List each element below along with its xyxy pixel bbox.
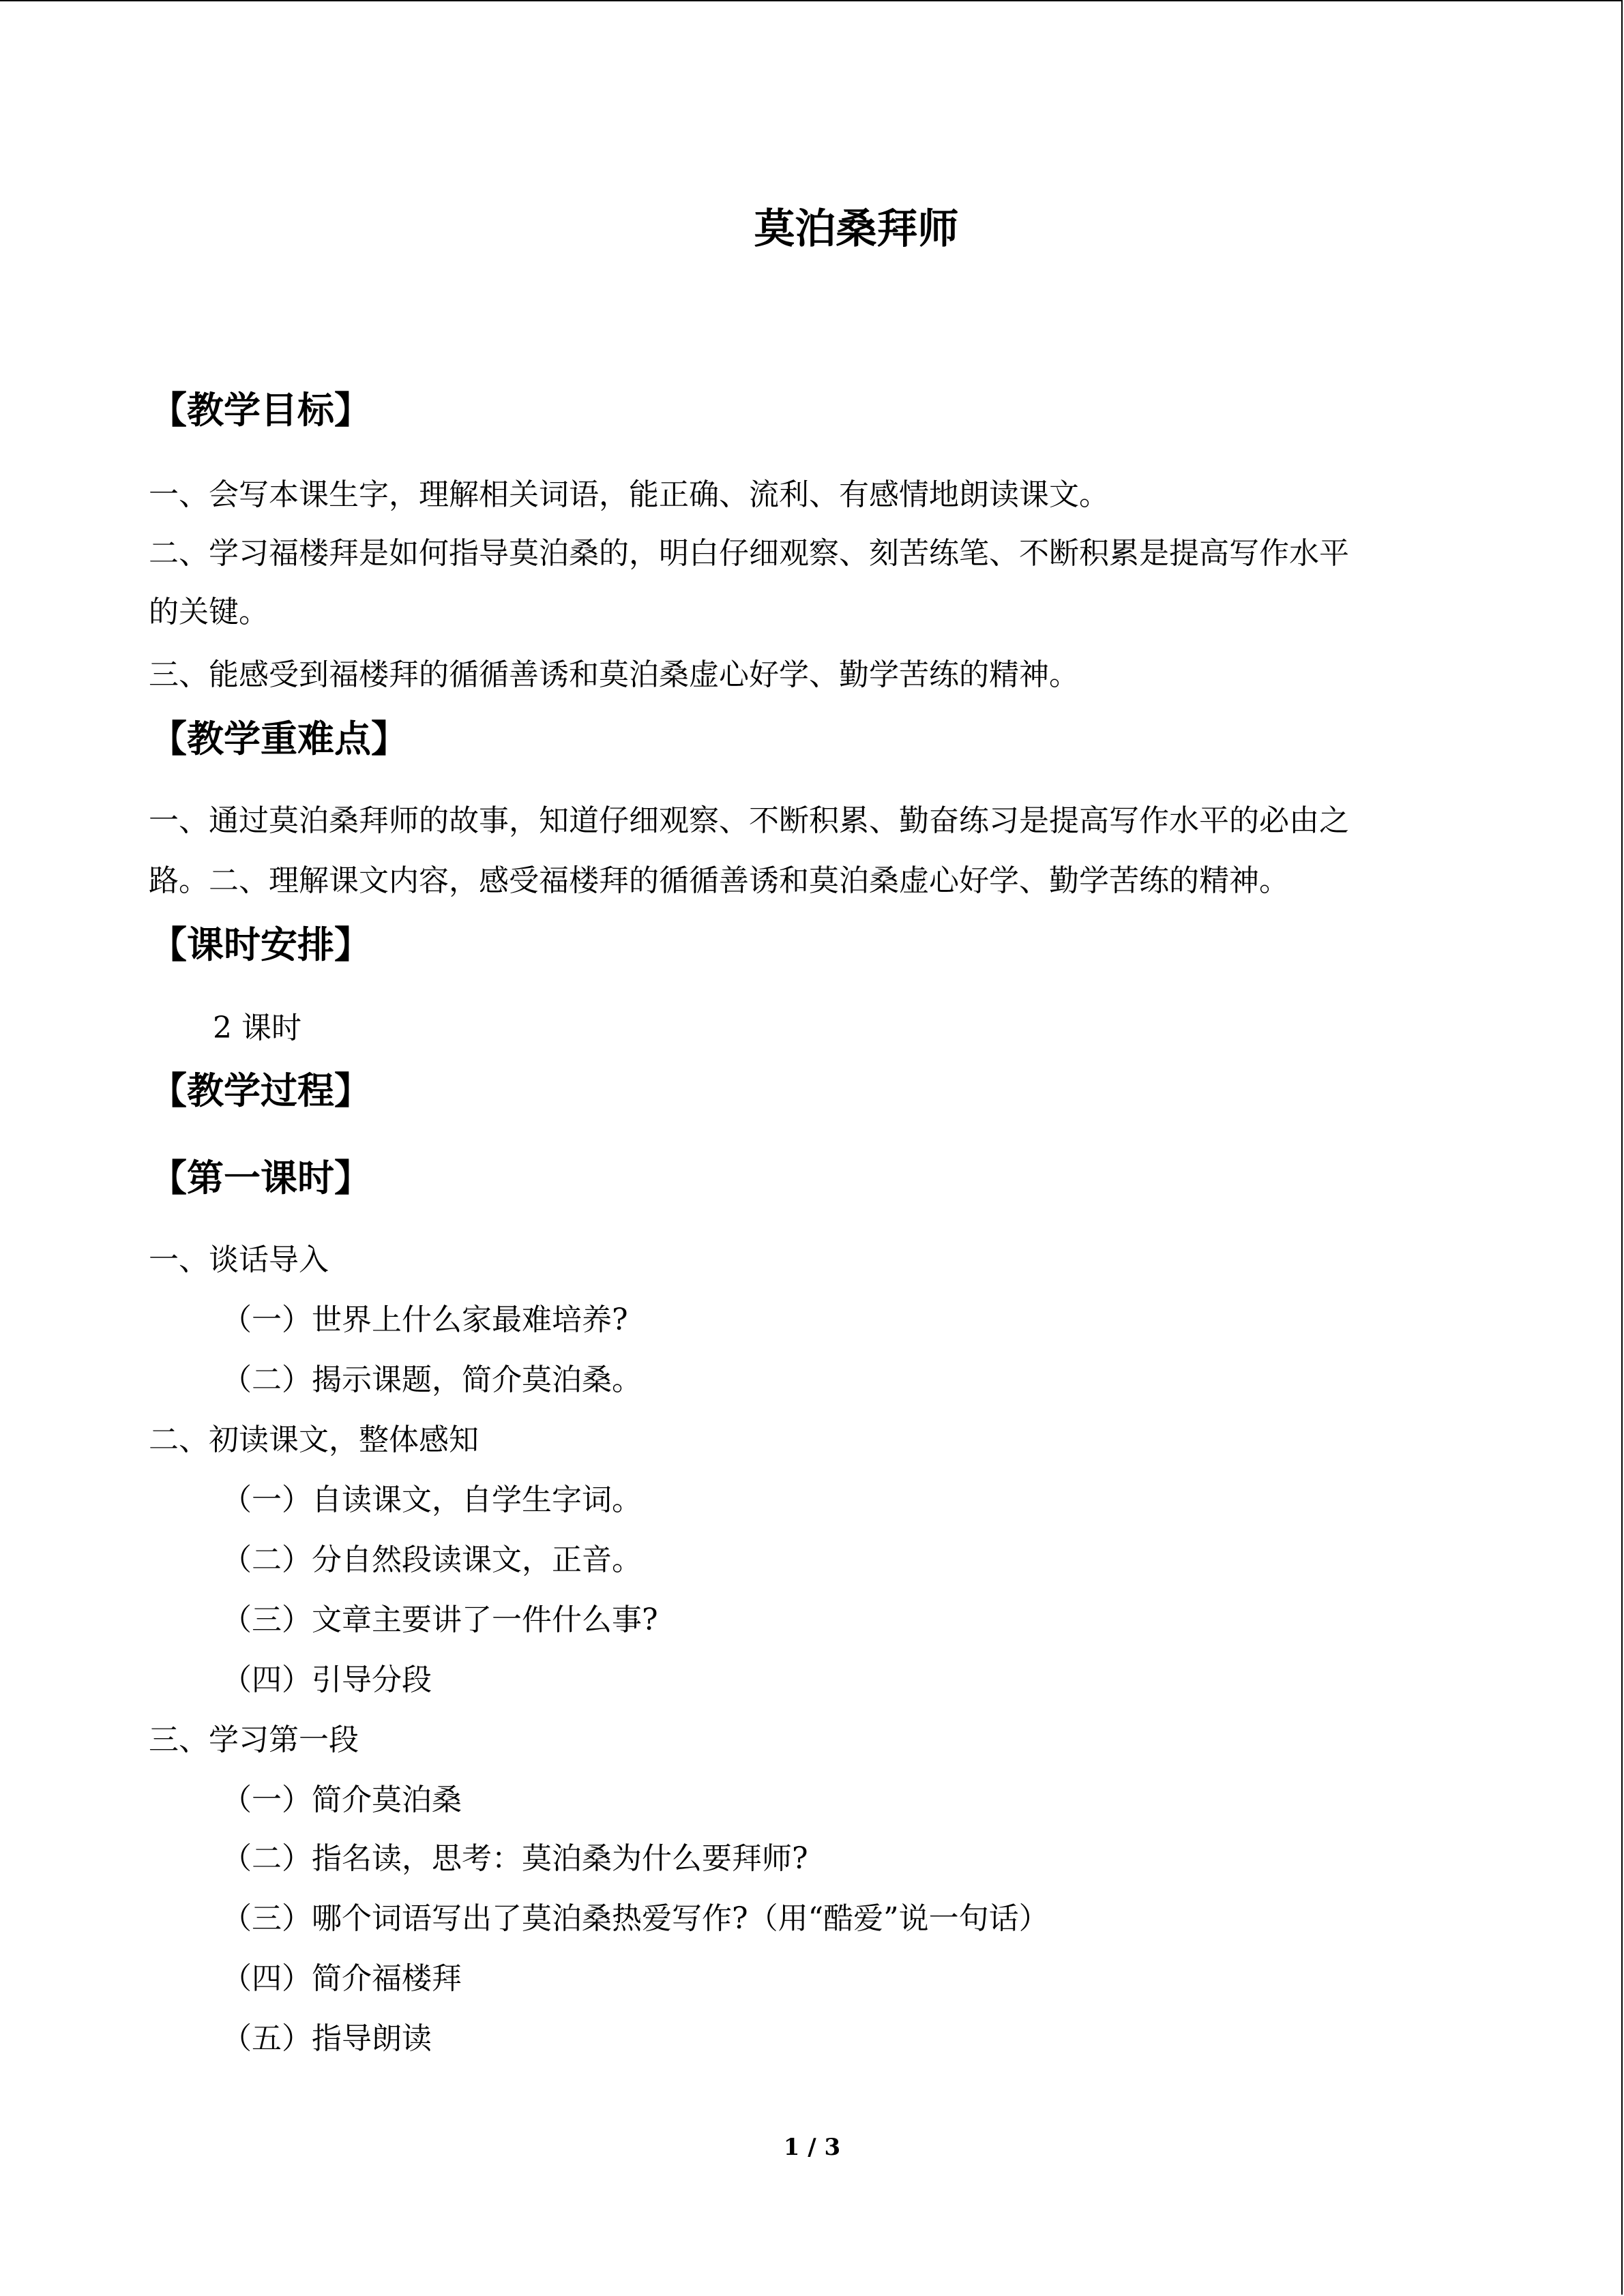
part3-title: 三、学习第一段 [149, 1723, 359, 1757]
part2-item-4: （四）引导分段 [222, 1663, 432, 1697]
heading-process: 【教学过程】 [150, 1069, 371, 1112]
part2-item-2: （二）分自然段读课文，正音。 [222, 1542, 642, 1577]
page-number: 1 / 3 [783, 2134, 841, 2161]
goal-item-2: 二、学习福楼拜是如何指导莫泊桑的，明白仔细观察、刻苦练笔、不断积累是提高写作水平 [149, 536, 1349, 571]
part3-item-1: （一）简介莫泊桑 [222, 1783, 462, 1817]
part3-item-4: （四）简介福楼拜 [222, 1961, 462, 1996]
part3-item-5: （五）指导朗读 [222, 2021, 432, 2056]
part3-item-2: （二）指名读，思考：莫泊桑为什么要拜师? [222, 1841, 808, 1876]
goal-item-3: 三、能感受到福楼拜的循循善诱和莫泊桑虚心好学、勤学苦练的精神。 [149, 657, 1079, 692]
heading-schedule: 【课时安排】 [150, 923, 371, 966]
part1-title: 一、谈话导入 [149, 1242, 329, 1277]
heading-key-points: 【教学重难点】 [150, 717, 408, 760]
goal-item-2-continued: 的关键。 [149, 595, 269, 629]
key-point-line-2: 路。二、理解课文内容，感受福楼拜的循循善诱和莫泊桑虚心好学、勤学苦练的精神。 [149, 863, 1289, 898]
part2-item-3: （三）文章主要讲了一件什么事? [222, 1602, 658, 1637]
document-title: 莫泊桑拜师 [754, 205, 959, 253]
key-point-line-1: 一、通过莫泊桑拜师的故事，知道仔细观察、不断积累、勤奋练习是提高写作水平的必由之 [149, 803, 1349, 838]
goal-item-1: 一、会写本课生字，理解相关词语，能正确、流利、有感情地朗读课文。 [149, 477, 1109, 512]
heading-teaching-goals: 【教学目标】 [150, 388, 371, 432]
part3-item-3: （三）哪个词语写出了莫泊桑热爱写作?（用“酷爱”说一句话） [222, 1901, 1049, 1936]
part2-item-1: （一）自读课文，自学生字词。 [222, 1482, 642, 1517]
part1-item-1: （一）世界上什么家最难培养? [222, 1302, 628, 1337]
schedule-text: 2 课时 [213, 1011, 301, 1045]
part2-title: 二、初读课文，整体感知 [149, 1422, 479, 1457]
heading-lesson-1: 【第一课时】 [150, 1156, 371, 1199]
part1-item-2: （二）揭示课题，简介莫泊桑。 [222, 1362, 642, 1397]
